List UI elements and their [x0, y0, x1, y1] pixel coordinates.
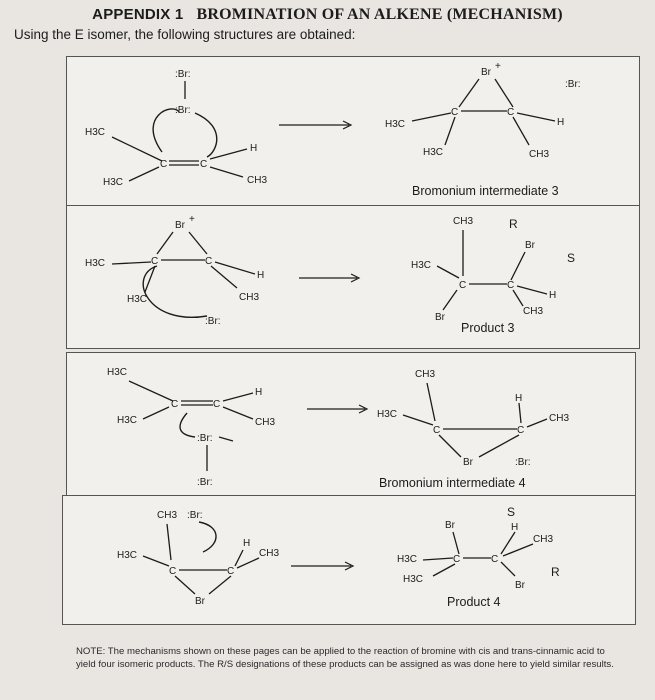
p4-br-c-right: [209, 576, 231, 594]
i4-br-c-right: [479, 435, 519, 457]
p3r-bond-h3c: [129, 381, 173, 401]
p2-bond-ch3: [211, 266, 237, 288]
p2-bond-h3c: [112, 262, 151, 264]
caption-product-3: Product 3: [461, 321, 515, 335]
p3-br-2: Br: [525, 240, 535, 251]
p4p-br-top: Br: [445, 520, 455, 531]
ch3-label: CH3: [247, 175, 268, 186]
alkene-carbon-1: C: [160, 159, 168, 170]
p2-br-c-right: [189, 232, 207, 254]
mechanism-panel-2: [66, 205, 640, 349]
p4-ch3-top: CH3: [157, 510, 178, 521]
br-c-bond-left: [459, 79, 479, 107]
caption-intermediate-3: Bromonium intermediate 3: [412, 184, 559, 198]
bond-c-ch3: [210, 167, 243, 177]
bond-int-ch3: [513, 117, 529, 145]
p3-h3c-label: H3C: [411, 260, 432, 271]
intermediate-carbon-1: C: [451, 107, 459, 118]
hydrogen-label: H: [250, 143, 258, 154]
intermediate-carbon-2: C: [507, 107, 515, 118]
i4-br-c-left: [439, 435, 461, 457]
p4p-bond-br-2: [501, 562, 515, 576]
p3-ch3-top: CH3: [453, 216, 474, 227]
p3r-br-lower: :Br:: [197, 477, 213, 488]
p3r-curly-arrow-a: [180, 413, 195, 437]
i4-bond-h: [519, 403, 521, 423]
p3r-ch3-label: CH3: [255, 417, 276, 428]
p3-bond-h3c: [437, 266, 459, 278]
p3r-br-upper: :Br:: [197, 433, 213, 444]
bond-int-h3c: [412, 113, 451, 121]
i4-bromide-label: :Br:: [515, 457, 531, 468]
p4p-bond-br: [453, 532, 459, 554]
i4-h3c-label: H3C: [377, 409, 398, 420]
bond-int-h3c-2: [445, 117, 455, 145]
h3c-lower-left: H3C: [103, 177, 124, 188]
p3r-curly-arrow-b: [219, 437, 233, 441]
h3c-upper-left: H3C: [85, 127, 106, 138]
curly-arrow-1b: [195, 113, 217, 157]
mechanism-diagram-3: [67, 353, 635, 495]
br-c-bond-right: [495, 79, 513, 107]
mechanism-diagram-1: [67, 57, 639, 205]
p3-bond-br-1: [443, 290, 457, 310]
bond-h3c-c: [112, 137, 162, 161]
p3r-carbon-2: C: [213, 399, 221, 410]
appendix-label: APPENDIX 1: [92, 6, 184, 23]
p3r-bond-h3c-2: [143, 407, 169, 419]
p2-curly-arrow: [143, 266, 207, 317]
p3-config-r: R: [509, 217, 518, 231]
bromonium-charge: +: [495, 61, 501, 72]
p2-bromide-label: :Br:: [205, 316, 221, 327]
p3-config-s: S: [567, 251, 576, 265]
p3r-carbon-1: C: [171, 399, 179, 410]
page-subtitle: Using the E isomer, the following structures are obtained:: [14, 27, 356, 42]
caption-intermediate-4: Bromonium intermediate 4: [379, 476, 526, 490]
p2-carbon-1: C: [151, 256, 159, 267]
p4-carbon-1: C: [169, 566, 177, 577]
p4-config-s: S: [507, 505, 516, 519]
mechanism-diagram-2: [67, 206, 639, 348]
p4-bond-ch3-2: [237, 558, 259, 568]
p2-br-charge: +: [189, 214, 195, 225]
p4-h-label: H: [243, 538, 251, 549]
footnote: NOTE: The mechanisms shown on these pages can be applied to the reaction of bromine with cis and trans-cinnamic acid to yield four isomeric products. The R/S designations of these products can be assigned as was done here to yield similar results.: [76, 646, 614, 670]
p4-h3c-label: H3C: [117, 550, 138, 561]
bond-h3c-c-2: [129, 167, 159, 181]
i4-bond-ch3-2: [527, 419, 547, 427]
p3r-bond-ch3: [223, 407, 253, 419]
p2-br-plus-label: Br: [175, 220, 185, 231]
p4p-h3c-left: H3C: [397, 554, 418, 565]
alkene-carbon-2: C: [200, 159, 208, 170]
p2-ch3-label: CH3: [239, 292, 260, 303]
i4-ch3-right: CH3: [549, 413, 570, 424]
mechanism-panel-3: [66, 352, 636, 496]
mechanism-panel-4: [62, 495, 636, 625]
p4p-ch3-label: CH3: [533, 534, 554, 545]
mechanism-diagram-4: [63, 496, 635, 624]
p2-h3c-left: H3C: [85, 258, 106, 269]
bromine-top-label: :Br:: [175, 69, 191, 80]
p3-bond-ch3-2: [513, 290, 523, 306]
i4-br-label: Br: [463, 457, 473, 468]
p4-curly-arrow: [199, 522, 216, 552]
p4p-bond-h3c: [423, 558, 453, 560]
p4p-h3c-bottom: H3C: [403, 574, 424, 585]
p4p-carbon-2: C: [491, 554, 499, 565]
mechanism-panel-1: [66, 56, 640, 206]
p2-h-label: H: [257, 270, 265, 281]
p4-ch3-right: CH3: [259, 548, 280, 559]
p2-bond-h: [215, 262, 255, 274]
p3-br-1: Br: [435, 312, 445, 323]
p3-bond-br-2: [511, 252, 525, 280]
p4-br-label: Br: [195, 596, 205, 607]
p4p-bond-h: [501, 532, 515, 554]
p4-br-c-left: [175, 576, 195, 594]
p4-carbon-2: C: [227, 566, 235, 577]
i4-carbon-1: C: [433, 425, 441, 436]
caption-product-4: Product 4: [447, 595, 501, 609]
p3-carbon-2: C: [507, 280, 515, 291]
p4-bond-ch3: [167, 524, 171, 560]
p3-bond-h: [517, 286, 547, 294]
p3-h-label: H: [549, 290, 557, 301]
int-h3c-left: H3C: [385, 119, 406, 130]
i4-bond-ch3: [427, 383, 435, 421]
p2-h3c-bottom: H3C: [127, 294, 148, 305]
p4-config-r: R: [551, 565, 560, 579]
int-ch3-label: CH3: [529, 149, 550, 160]
int-h-label: H: [557, 117, 565, 128]
bromonium-br-label: Br: [481, 67, 491, 78]
page-title: [0, 6, 655, 24]
p3-carbon-1: C: [459, 280, 467, 291]
p4p-br-bottom: Br: [515, 580, 525, 591]
p3r-h3c-left: H3C: [117, 415, 138, 426]
bromide-ion-label: :Br:: [565, 79, 581, 90]
p3r-h-label: H: [255, 387, 263, 398]
i4-h-label: H: [515, 393, 523, 404]
p4-bromide-label: :Br:: [187, 510, 203, 521]
p2-br-c-left: [157, 232, 173, 254]
p4-bond-h3c: [143, 556, 169, 566]
p4p-bond-ch3: [503, 544, 533, 556]
bond-c-h: [210, 149, 247, 159]
p4p-carbon-1: C: [453, 554, 461, 565]
bromine-bottom-label: :Br:: [175, 105, 191, 116]
i4-ch3-top: CH3: [415, 369, 436, 380]
p3-h3c-top: H3C: [107, 367, 128, 378]
p4p-bond-h3c-2: [433, 564, 455, 576]
p2-carbon-2: C: [205, 256, 213, 267]
i4-carbon-2: C: [517, 425, 525, 436]
p4-bond-h: [235, 550, 243, 566]
p3-ch3-bottom: CH3: [523, 306, 544, 317]
appendix-title: BROMINATION OF AN ALKENE (MECHANISM): [196, 6, 563, 23]
p3r-bond-h: [223, 393, 253, 401]
p4p-h-label: H: [511, 522, 519, 533]
i4-bond-h3c: [403, 415, 433, 425]
bond-int-h: [517, 113, 555, 121]
int-h3c-bottom: H3C: [423, 147, 444, 158]
